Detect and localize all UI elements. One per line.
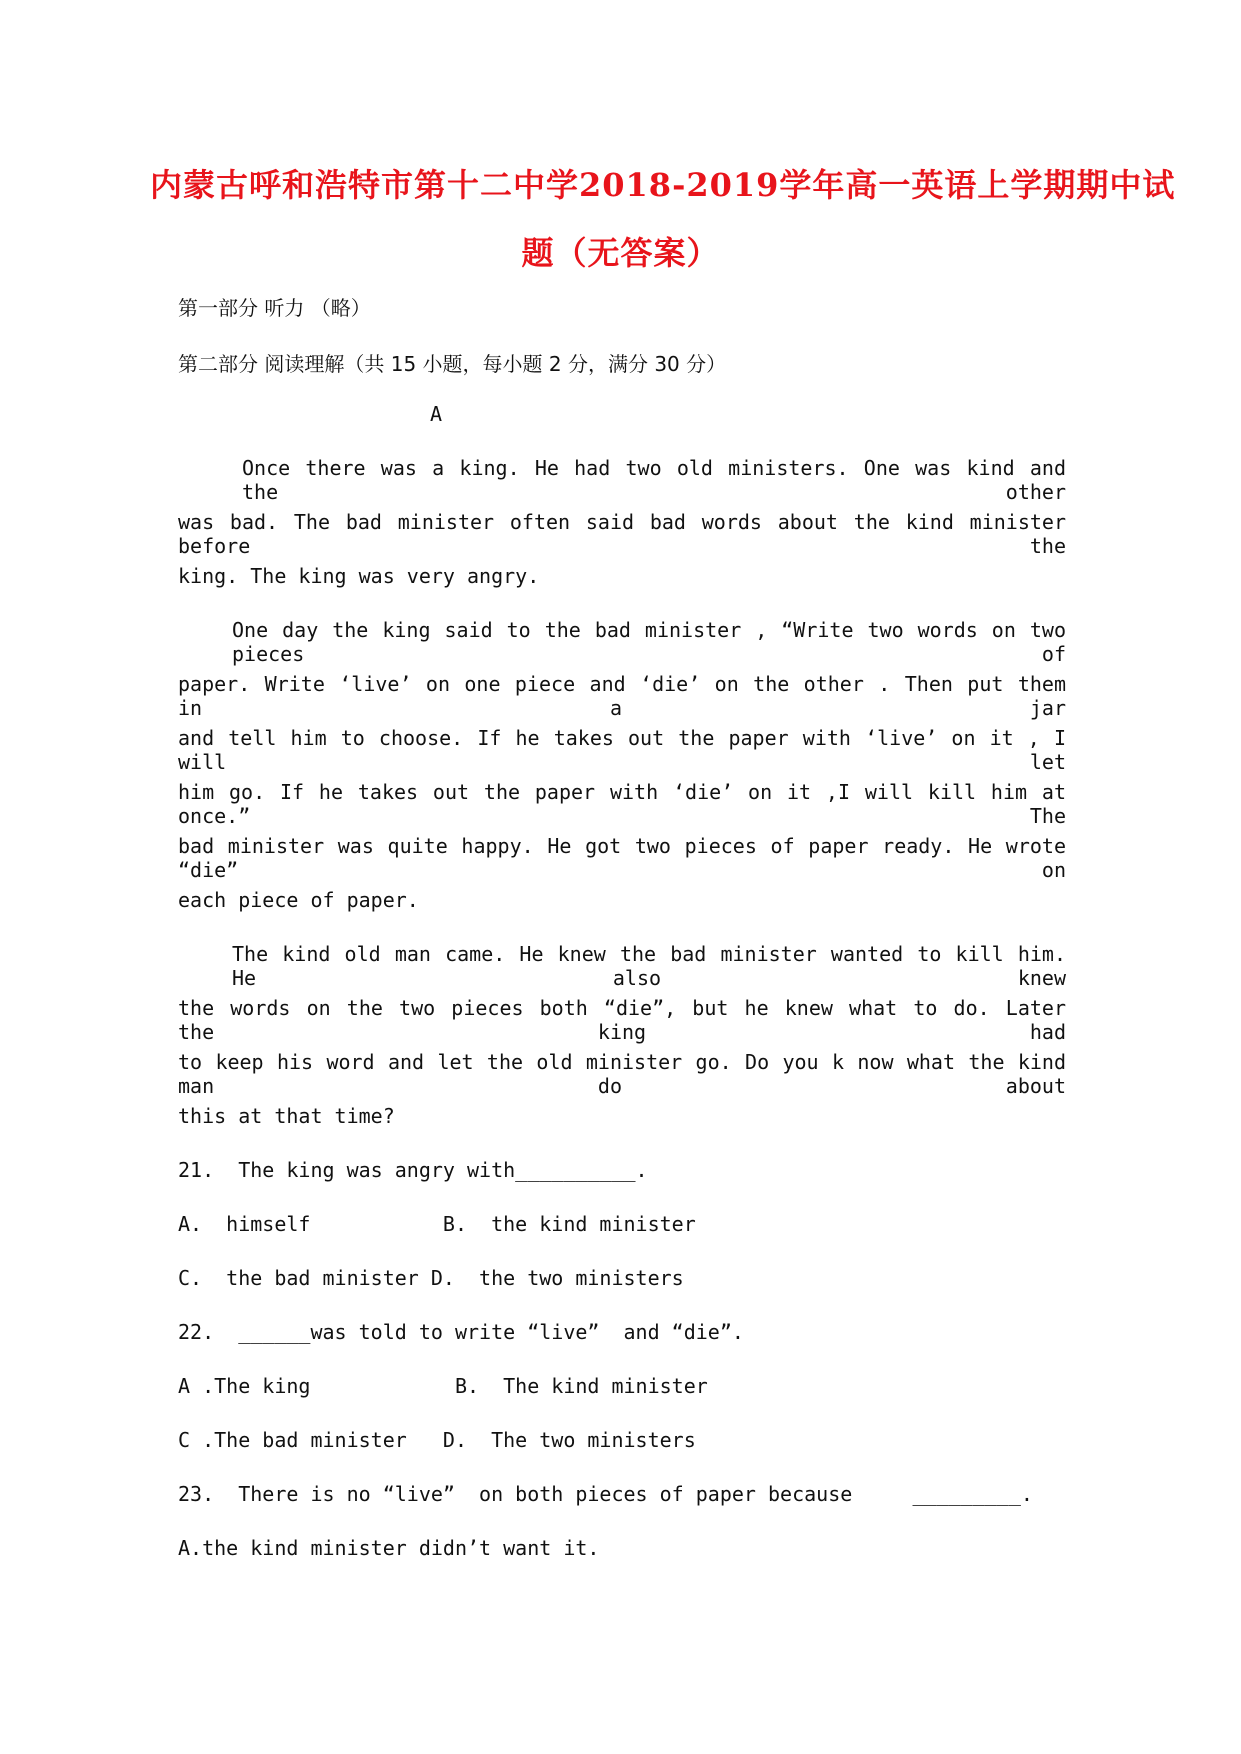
passage-line: this at that time? [178,1104,395,1128]
section-part-1: 第一部分 听力 （略） [178,296,371,320]
passage-line: to keep his word and let the old minister go. Do you k now what the kind man do about [178,1050,1066,1098]
passage-line: the words on the two pieces both “die”, but he knew what to do. Later the king had [178,996,1066,1044]
passage-line: The kind old man came. He knew the bad minister wanted to kill him. He also knew [232,942,1066,990]
question-23-option-a: A.the kind minister didn’t want it. [178,1536,600,1560]
question-21-options-cd: C. the bad minister D. the two ministers [178,1266,684,1290]
passage-line: each piece of paper. [178,888,419,912]
question-22-options-ab: A .The king B. The kind minister [178,1374,708,1398]
section-part-2: 第二部分 阅读理解（共 15 小题，每小题 2 分，满分 30 分） [178,352,727,376]
question-22-options-cd: C .The bad minister D. The two ministers [178,1428,696,1452]
passage-line: paper. Write ‘live’ on one piece and ‘die’ on the other . Then put them in a jar [178,672,1066,720]
question-23: 23. There is no “live” on both pieces of paper because _________. [178,1482,1033,1506]
document-title-line-1: 内蒙古呼和浩特市第十二中学2018-2019学年高一英语上学期期中试 [150,166,1176,204]
passage-line: One day the king said to the bad minister , “Write two words on two pieces of [232,618,1066,666]
question-21: 21. The king was angry with__________. [178,1158,648,1182]
document-title-line-2: 题（无答案） [521,234,720,272]
passage-line: and tell him to choose. If he takes out the paper with ‘live’ on it , I will let [178,726,1066,774]
passage-line: bad minister was quite happy. He got two pieces of paper ready. He wrote “die” on [178,834,1066,882]
passage-line: Once there was a king. He had two old ministers. One was kind and the other [242,456,1066,504]
passage-line: king. The king was very angry. [178,564,540,588]
passage-line: was bad. The bad minister often said bad words about the kind minister before the [178,510,1066,558]
question-21-options-ab: A. himself B. the kind minister [178,1212,696,1236]
passage-label: A [430,402,443,426]
question-22: 22. ______was told to write “live” and “die”. [178,1320,744,1344]
passage-line: him go. If he takes out the paper with ‘die’ on it ,I will kill him at once.” The [178,780,1066,828]
